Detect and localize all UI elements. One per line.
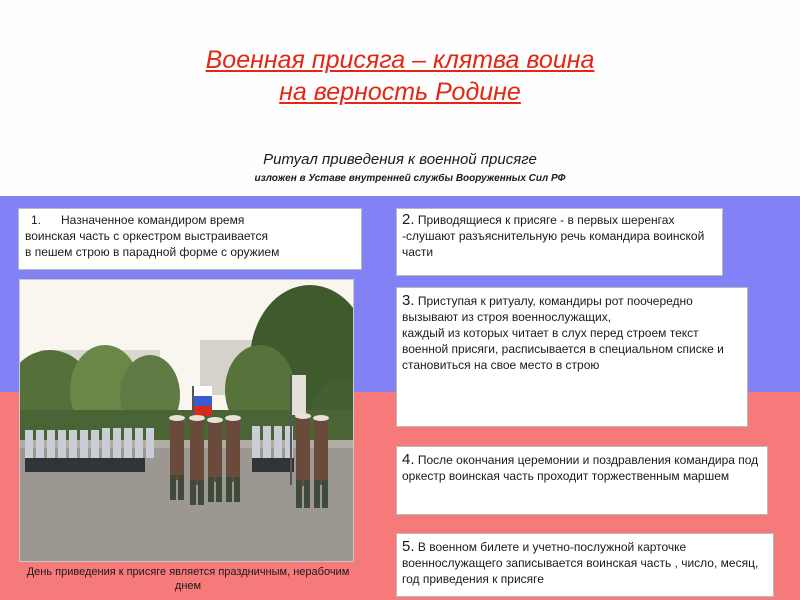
title-line-1: Военная присяга – клятва воина [205,46,595,74]
step-2-text: Приводящиеся к присяге - в первых шеренгах -слушают разъяснительную речь командира воинской части [402,213,705,259]
step-2-number: 2. [402,211,415,228]
slide-subnote: изложен в Уставе внутренней службы Вооруженных Сил РФ [254,173,566,184]
step-1-box [18,208,362,270]
step-3-box [396,287,748,427]
photo-caption: День приведения к присяге является праздничным, нерабочим днем [26,566,350,592]
step-1-line-1: Назначенное командиром время [61,213,245,227]
title-line-2: на верность Родине [279,78,521,106]
step-3-number: 3. [402,292,415,309]
step-1-number: 1. [31,213,42,227]
step-4-box [396,446,768,515]
step-5-number: 5. [402,538,415,555]
slide-title [100,44,700,108]
slide-subtitle: Ритуал приведения к военной присяге [263,151,537,168]
step-3-text-2: каждый из которых читает в слух перед строем текст военной присяги, расписывается в специальном списке и становиться на свое место в строю [402,326,724,372]
step-4-text: После окончания церемонии и поздравления командира под оркестр воинская часть проходит торжественным маршем [402,453,759,483]
step-1-line-2: воинская часть с оркестром выстраивается [25,229,269,243]
step-5-text: В военном билете и учетно-послужной карточке военнослужащего записывается воинская часть , число, месяц, год приведения к присяге [402,540,759,586]
step-2-box [396,208,723,276]
step-1-line-3: в пешем строю в парадной форме с оружием [25,245,280,259]
step-3-text: Приступая к ритуалу, командиры рот поочередно вызывают из строя военнослужащих, [402,294,693,324]
step-5-box [396,533,774,597]
oath-ceremony-photo [19,279,354,562]
step-4-number: 4. [402,451,415,468]
